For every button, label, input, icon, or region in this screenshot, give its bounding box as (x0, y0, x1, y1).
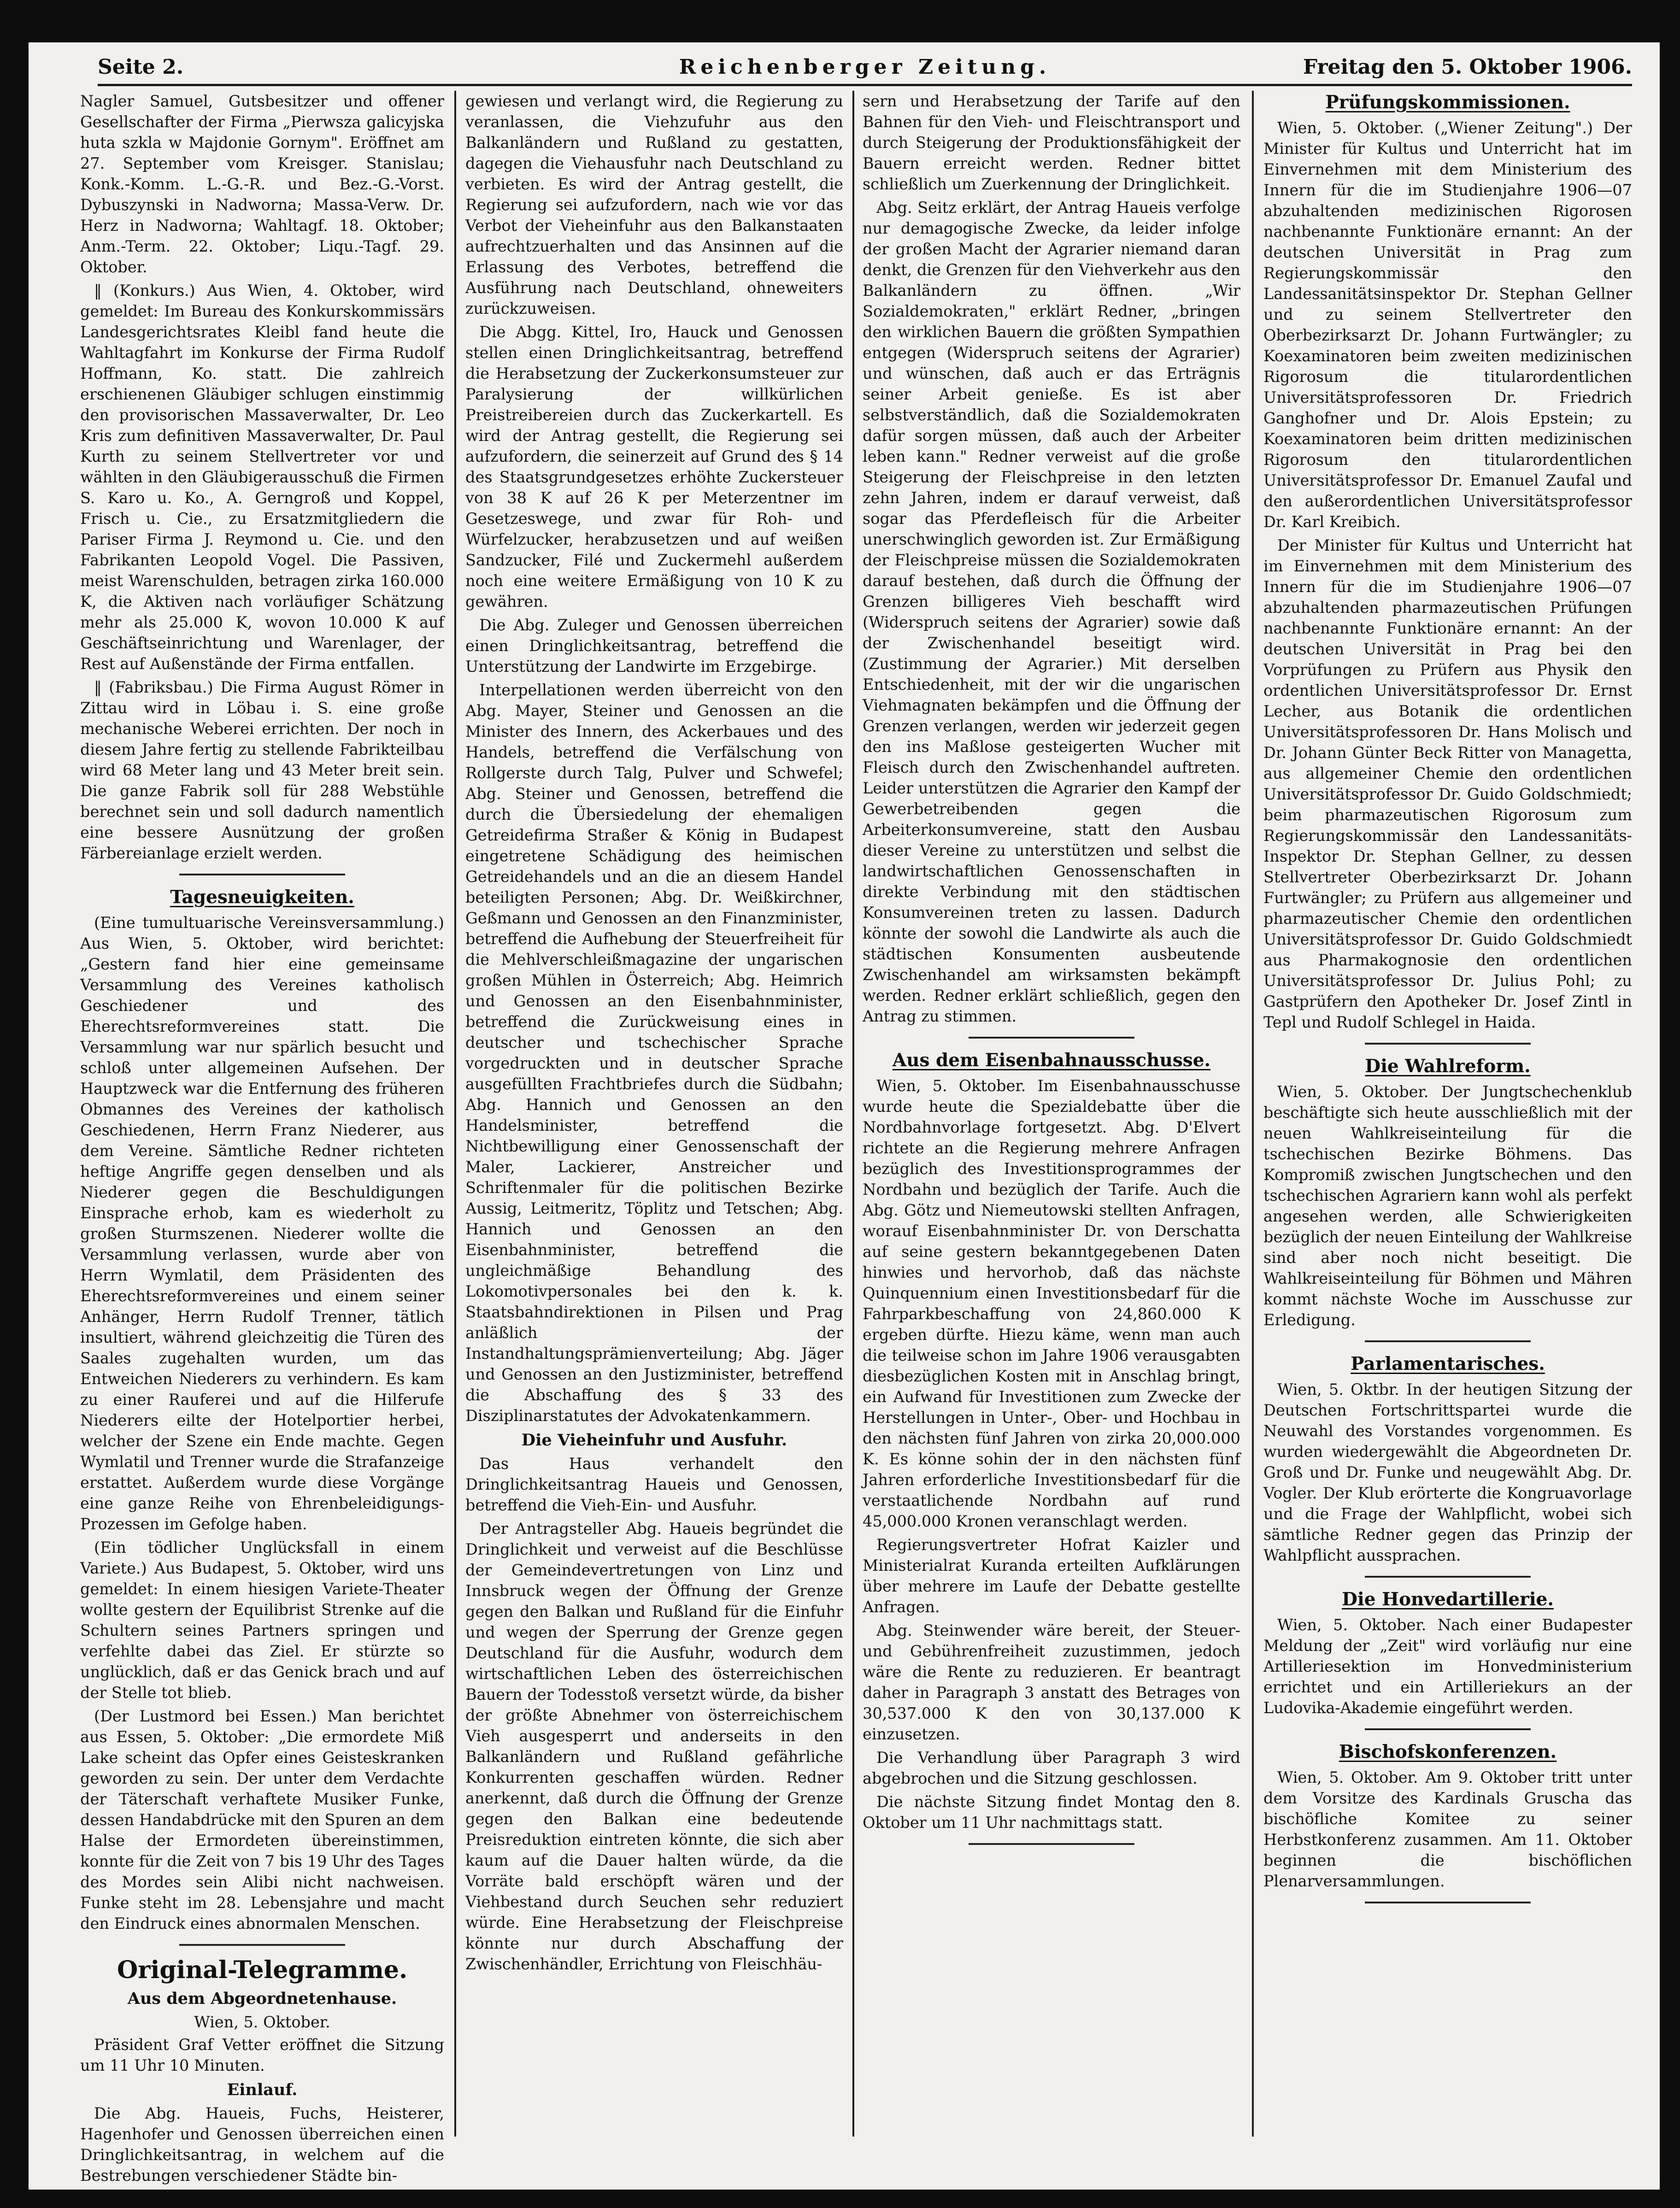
haueis-continued: sern und Herabsetzung der Tarife auf den Bahnen für den Vieh- und Fleischtransport und durch Steigerung der Produktionsfähigkeit der Bauern erreicht werden. Redner bittet schließlich um Zuerkennung der Dringlichkeit. (863, 92, 1240, 193)
article-medizinische-rigorosen: Wien, 5. Oktober. („Wiener Zeitung".) Der Minister für Kultus und Unterricht hat im Einvernehmen mit dem Ministerium des Innern für die im Studienjahre 1906—07 abzuhaltenden medizinischen Rigorosen nachbenannte Funktionäre ernannt: An der deutschen Universität in Prag zum Regierungskommissär den Landessanitätsinspektor Dr. Stephan Gellner und zu seinem Stellvertreter den Oberbezirksarzt Dr. Johann Furtwängler; zu Koexaminatoren beim zweiten medizinischen Rigorosum die titularordentlichen Universitätsprofessoren Dr. Friedrich Ganghofner und Dr. Alois Epstein; zu Koexaminatoren beim dritten medizinischen Rigorosum den titularordentlichen Universitätsprofessor Dr. Emanuel Zaufal und den außerordentlichen Universitätsprofessor Dr. Karl Kreibich. (1263, 119, 1632, 531)
subheading-vieheinfuhr: Die Vieheinfuhr und Ausfuhr. (521, 1431, 787, 1450)
section-heading-honvedartillerie: Die Honvedartillerie. (1342, 1589, 1554, 1610)
column-2 (465, 91, 843, 2137)
article-variete: (Ein tödlicher Unglücksfall in einem Variete.) Aus Budapest, 5. Oktober, wird uns gemeldet: In einem hiesigen Variete-Theater wollte gestern der Equilibrist Strenke auf die Schultern seines Partners springen und verfehlte dabei das Ziel. Er stürzte so unglücklich, daß er das Genick brach und auf der Stelle tot blieb. (80, 1539, 444, 1702)
divider (1365, 1043, 1531, 1045)
article-wahlreform: Wien, 5. Oktober. Der Jungtschechenklub beschäftigte sich heute ausschließlich mit der neuen Wahlkreiseinteilung für die tschechischen Bezirke Böhmens. Das Kompromiß zwischen Jungtschechen und den tschechischen Agrariern kann wohl als perfekt angesehen werden, alle Schwierigkeiten bezüglich der neuen Einteilung der Wahlkreise sind aber noch nicht beseitigt. Die Wahlkreiseinteilung für Böhmen und Mähren kommt nächste Woche im Ausschusse zur Erledigung. (1263, 1083, 1632, 1329)
article-erzgebirge: Die Abg. Zuleger und Genossen überreichen einen Dringlichkeitsantrag, betreffend die Unterstützung der Landwirte im Erzgebirge. (465, 616, 843, 675)
article-haueis: Der Antragsteller Abg. Haueis begründet die Dringlichkeit und verweist auf die Beschlüsse der Gemeindevertretungen von Linz und Innsbruck wegen der Öffnung der Grenze gegen den Balkan und Rußland für die Einfuhr und wegen der Sperrung der Grenze gegen Deutschland für die Ausfuhr, wodurch dem wirtschaftlichen Leben des österreichischen Bauern der Todesstoß versetzt würde, da bisher der größte Abnehmer von österreichischem Vieh ausgesperrt und anderseits in den Balkanländern und Rußland gefährliche Konkurrenten geschaffen würden. Redner anerkennt, daß durch die Öffnung der Grenze gegen den Balkan eine bedeutende Preisreduktion eintreten könnte, die sich aber kaum auf die Dauer halten würde, da die Vorräte bald erschöpft wären und der Viehbestand durch Seuchen sehr reduziert würde. Eine Herabsetzung der Fleischpreise könnte nur durch Abschaffung der Zwischenhändler, Errichtung von Fleischhäu- (465, 1520, 843, 1973)
subheading-abgeordnetenhaus: Aus dem Abgeordnetenhause. (127, 1989, 397, 2008)
newspaper-title: Reichenberger Zeitung. (679, 55, 1051, 79)
section-heading-eisenbahnausschuss: Aus dem Eisenbahnausschusse. (892, 1050, 1211, 1071)
article-pharmazeutische-pruefungen: Der Minister für Kultus und Unterricht hat im Einvernehmen mit dem Ministerium des Innern für die im Studienjahre 1906—07 abzuhaltenden pharmazeutischen Prüfungen nachbenannte Funktionäre ernannt: An der deutschen Universität in Prag bei den Vorprüfungen zu Prüfern aus Physik den ordentlichen Universitätsprofessor Dr. Ernst Lecher, aus Botanik die ordentlichen Universitätsprofessoren Dr. Hans Molisch und Dr. Johann Günter Beck Ritter von Managetta, aus allgemeiner Chemie den ordentlichen Universitätsprofessor Dr. Guido Goldschmiedt; beim pharmazeutischen Rigorosum zum Regierungskommissär den Landessanitäts-Inspektor Dr. Stephan Gellner, zu dessen Stellvertreter Oberbezirksarzt Dr. Johann Furtwängler; zu Prüfern aus allgemeiner und pharmazeutischer Chemie den ordentlichen Universitätsprofessor Dr. Guido Goldschmiedt aus Pharmakognosie den ordentlichen Universitätsprofessor Dr. Julius Pohl; zu Gastprüfern den Apotheker Dr. Josef Zintl in Tepl und Rudolf Schlegel in Haida. (1263, 536, 1632, 1031)
article-zuckersteuer: Die Abgg. Kittel, Iro, Hauck und Genossen stellen einen Dringlichkeitsantrag, betreffend die Herabsetzung der Zuckerkonsumsteuer zur Paralysierung der willkürlichen Preistreibereien durch das Zuckerkartell. Es wird der Antrag gestellt, die Regierung sei aufzufordern, die seinerzeit auf Grund des § 14 des Staatsgrundgesetzes erhöhte Zuckersteuer von 38 K auf 26 K per Meterzentner im Gesetzeswege, und zwar für Roh- und Würfelzucker, herabzusetzen und auf weißen Sandzucker, Filé und Zuckermehl außerdem noch eine weitere Ermäßigung von 10 K zu gewähren. (465, 323, 843, 611)
article-konkurs: ‖ (Konkurs.) Aus Wien, 4. Oktober, wird gemeldet: Im Bureau des Konkurskommissärs Landesgerichtsrates Kleibl fand heute die Wahltagfahrt im Konkurse der Firma Rudolf Hoffmann, Ko. statt. Die zahlreich erschienenen Gläubiger schlugen einstimmig den provisorischen Massaverwalter, Dr. Leo Kris zum definitiven Massaverwalter, Dr. Paul Kurth zu seinem Stellvertreter vor und wählten in den Gläubigerausschuß die Firmen S. Karo u. Ko., A. Gerngroß und Koppel, Frisch u. Cie., zu Ersatzmitgliedern die Pariser Firma J. Reymond u. Cie. und den Fabrikanten Leopold Vogel. Die Passiven, meist Warenschulden, betragen zirka 160.000 K, die Aktiven nach vorläufiger Schätzung mehr als 25.000 K, wovon 10.000 K auf Geschäftseinrichtung und Warenlager, der Rest auf Außenstände der Firma entfallen. (80, 282, 444, 673)
section-heading-parlamentarisches: Parlamentarisches. (1351, 1353, 1545, 1374)
issue-date: Freitag den 5. Oktober 1906. (1303, 55, 1632, 79)
divider (969, 1843, 1134, 1845)
divider (1365, 1576, 1531, 1578)
page-number: Seite 2. (98, 55, 184, 79)
section-heading-tagesneuigkeiten: Tagesneuigkeiten. (170, 887, 354, 908)
article-praesident: Präsident Graf Vetter eröffnet die Sitzung um 11 Uhr 10 Minuten. (80, 2036, 444, 2074)
column-rule-1 (454, 91, 456, 2137)
article-einlauf: Die Abg. Haueis, Fuchs, Heisterer, Hagenhofer und Genossen überreichen einen Dringlichkeitsantrag, in welchem auf die Bestrebungen verschiedener Städte bin- (80, 2104, 444, 2185)
column-4 (1263, 91, 1632, 2137)
article-vieh-antrag: Das Haus verhandelt den Dringlichkeitsantrag Haueis und Genossen, betreffend die Vieh-Ein- und Ausfuhr. (465, 1455, 843, 1514)
column-rule-3 (1252, 91, 1254, 2137)
section-heading-original-telegramme: Original-Telegramme. (117, 1956, 408, 1984)
divider (969, 1037, 1134, 1039)
dateline: Wien, 5. Oktober. (194, 2013, 330, 2031)
article-parlamentarisches: Wien, 5. Oktbr. In der heutigen Sitzung der Deutschen Fortschrittspartei wurde die Neuwahl des Vorstandes vorgenommen. Es wurden wiedergewählt die Abgeordneten Dr. Groß und Dr. Funke und neugewählt Abg. Dr. Vogler. Der Klub erörterte die Kongruavorlage und die Frage der Wahlpflicht, wobei sich sämtliche Redner gegen das Prinzip der Wahlpflicht aussprachen. (1263, 1380, 1632, 1564)
page-header (98, 52, 1632, 86)
newspaper-page (29, 42, 1660, 2190)
article-honvedartillerie: Wien, 5. Oktober. Nach einer Budapester Meldung der „Zeit" wird vorläufig nur eine Artilleriesektion im Honvedministerium errichtet und ein Artilleriekurs an der Ludovika-Akademie eingeführt werden. (1263, 1616, 1632, 1717)
article-regierungsvertreter: Regierungsvertreter Hofrat Kaizler und Ministerialrat Kuranda erteilten Aufklärungen über mehrere im Laufe der Debatte gestellte Anfragen. (863, 1536, 1240, 1616)
article-eisenbahnausschuss: Wien, 5. Oktober. Im Eisenbahnausschusse wurde heute die Spezialdebatte über die Nordbahnvorlage fortgesetzt. Abg. D'Elvert richtete an die Regierung mehrere Anfragen bezüglich des Investitionsprogrammes der Nordbahn und bezüglich der Tarife. Auch die Abg. Götz und Niemeutowski stellten Anfragen, worauf Eisenbahnminister Dr. von Derschatta auf seine gestern bekanntgegebenen Daten hinwies und hervorhob, daß das nächste Quinquennium einen Investitionsbedarf für die Fahrparkbeschaffung von 24,860.000 K ergeben dürfte. Hiezu käme, wenn man auch die teilweise schon im Jahre 1906 verausgabten diesbezüglichen Kosten mit in Anschlag bringt, ein Aufwand für Investitionen zum Zwecke der Herstellungen in Unter-, Ober- und Hochbau in den nächsten fünf Jahren von zirka 20,000.000 K. Es könne sohin der in den nächsten fünf Jahren erforderliche Investitionsbedarf für die verstaatlichende Nordbahn auf rund 45,000.000 Kronen veranschlagt werden. (863, 1077, 1240, 1530)
column-1 (80, 91, 444, 2185)
article-fabriksbau: ‖ (Fabriksbau.) Die Firma August Römer in Zittau wird in Löbau i. S. eine große mechanische Weberei errichten. Der noch in diesem Jahre fertig zu stellende Fabrikteilbau wird 68 Meter lang und 43 Meter breit sein. Die ganze Fabrik soll für 288 Webstühle berechnet sein und soll dadurch namentlich eine bessere Ausnützung der großen Färbereianlage erzielt werden. (80, 678, 444, 862)
divider (1365, 1340, 1531, 1342)
konkurs-continued: Nagler Samuel, Gutsbesitzer und offener Gesellschafter der Firma „Pierwsza galicyjska huta szkla w Majdonie Gornym". Eröffnet am 27. September vom Kreisger. Stanislau; Konk.-Komm. L.-G.-R. und Bez.-G.-Vorst. Dybuszynski in Nadworna; Massa-Verw. Dr. Herz in Nadworna; Wahltagf. 18. Oktober; Anm.-Term. 22. Oktober; Liqu.-Tagf. 29. Oktober. (80, 92, 444, 276)
article-interpellationen: Interpellationen werden überreicht von den Abg. Mayer, Steiner und Genossen an die Minister des Innern, des Ackerbaues und des Handels, betreffend die Verfälschung von Rollgerste durch Talg, Pulver und Schwefel; Abg. Steiner und Genossen, betreffend die durch die Übersiedelung der ehemaligen Getreidefirma Straßer & König in Budapest eingetretene Schädigung des heimischen Getreidehandels und an die an diesem Handel beteiligten Personen; Abg. Dr. Weißkirchner, Geßmann und Genossen an den Finanzminister, betreffend die Aufhebung der Steuerfreiheit für die Mehlverschleißmagazine der ungarischen großen Mühlen in Österreich; Abg. Heimrich und Genossen an den Eisenbahnminister, betreffend die Zurückweisung eines in deutscher und tschechischer Sprache vorgedruckten und in deutscher Sprache ausgefüllten Frachtbriefes durch die Südbahn; Abg. Hannich und Genossen an den Handelsminister, betreffend die Nichtbewilligung einer Genossenschaft der Maler, Lackierer, Anstreicher und Schriftenmaler für die politischen Bezirke Aussig, Leitmeritz, Töplitz und Tetschen; Abg. Hannich und Genossen an den Eisenbahnminister, betreffend die ungleichmäßige Behandlung des Lokomotivpersonales bei den k. k. Staatsbahndirektionen in Pilsen und Prag anläßlich der Instandhaltungsprämienverteilung; Abg. Jäger und Genossen an den Justizminister, betreffend die Abschaffung des § 33 des Disziplinarstatutes der Advokatenkammern. (465, 681, 843, 1425)
article-lustmord: (Der Lustmord bei Essen.) Man berichtet aus Essen, 5. Oktober: „Die ermordete Miß Lake scheint das Opfer eines Geisteskranken geworden zu sein. Der unter dem Verdachte der Täterschaft verhaftete Musiker Funke, dessen Handabdrücke mit den Spuren an dem Halse der Ermordeten übereinstimmen, konnte für die Zeit von 7 bis 19 Uhr des Tages des Mordes sein Alibi nicht nachweisen. Funke steht im 28. Lebensjahre und macht den Eindruck eines abnormalen Menschen. (80, 1707, 444, 1932)
article-seitz: Abg. Seitz erklärt, der Antrag Haueis verfolge nur demagogische Zwecke, da leider infolge der großen Macht der Agrarier niemand daran denkt, die Grenzen für den Viehverkehr aus den Balkanländern zu öffnen. „Wir Sozialdemokraten," erklärt Redner, „bringen den wirklichen Bauern die größten Sympathien entgegen (Widerspruch seitens der Agrarier) und wünschen, daß auch er das Erträgnis seiner Arbeit genieße. Es ist aber selbstverständlich, daß die Sozialdemokraten dafür sorgen müssen, daß auch der Arbeiter leben kann." Redner verweist auf die große Steigerung der Fleischpreise in den letzten zehn Jahren, indem er darauf verweist, daß sogar das Pferdefleisch für die Arbeiter unerschwinglich geworden ist. Zur Ermäßigung der Fleischpreise müssen die Sozialdemokraten darauf bestehen, daß durch die Öffnung der Grenzen billigeres Vieh beschafft wird (Widerspruch seitens der Agrarier) sowie daß der Zwischenhandel beseitigt wird. (Zustimmung der Agrarier.) Mit derselben Entschiedenheit, mit der wir die ungarischen Viehmagnaten bekämpfen und die Öffnung der Grenzen verlangen, werden wir jederzeit gegen den ins Maßlose gesteigerten Wucher mit Fleisch durch den Zwischenhandel auftreten. Leider unterstützen die Agrarier den Kampf der Gewerbetreibenden gegen die Arbeiterkonsumvereine, statt den Ausbau dieser Vereine zu unterstützen und selbst die landwirtschaftlichen Genossenschaften in direkte Verbindung mit den städtischen Konsumvereinen treten zu lassen. Dadurch könnte der sowohl die Landwirte als auch die städtischen Konsumenten ausbeutende Zwischenhandel am wirksamsten bekämpft werden. Redner erklärt schließlich, gegen den Antrag zu stimmen. (863, 199, 1240, 1025)
divider (179, 874, 345, 875)
divider (179, 1944, 345, 1946)
subheading-einlauf: Einlauf. (227, 2080, 298, 2099)
article-naechste-sitzung: Die nächste Sitzung findet Montag den 8. Oktober um 11 Uhr nachmittags statt. (863, 1793, 1240, 1832)
section-heading-pruefungskommissionen: Prüfungskommissionen. (1325, 92, 1570, 113)
divider (1365, 1728, 1531, 1730)
section-heading-bischofskonferenzen: Bischofskonferenzen. (1339, 1741, 1557, 1762)
article-verhandlung: Die Verhandlung über Paragraph 3 wird abgebrochen und die Sitzung geschlossen. (863, 1749, 1240, 1787)
column-rule-2 (852, 91, 854, 2137)
section-heading-wahlreform: Die Wahlreform. (1365, 1056, 1531, 1077)
einlauf-continued: gewiesen und verlangt wird, die Regierung zu veranlassen, die Viehzufuhr aus den Balkanländern und Rußland zu gestatten, dagegen die Viehausfuhr nach Deutschland zu verbieten. Es wird der Antrag gestellt, die Regierung sei aufzufordern, nach wie vor das Verbot der Vieheinfuhr aus den Balkanstaaten aufrechtzuerhalten und das Ansinnen auf die Erlassung des Verbotes, betreffend die Ausführung nach Deutschland, ohneweiters zurückzuweisen. (465, 92, 843, 317)
column-3 (863, 91, 1240, 2137)
article-steinwender: Abg. Steinwender wäre bereit, der Steuer- und Gebührenfreiheit zuzustimmen, jedoch wäre die Rente zu reduzieren. Er beantragt daher in Paragraph 3 anstatt des Betrages von 30,537.000 K den von 30,137.000 K einzusetzen. (863, 1621, 1240, 1743)
article-versammlung: (Eine tumultuarische Vereinsversammlung.) Aus Wien, 5. Oktober, wird berichtet: „Gestern fand hier eine gemeinsame Versammlung des Vereines katholisch Geschiedener und des Eherechtsreformvereines statt. Die Versammlung war nur spärlich besucht und schloß unter allgemeinen Aufsehen. Der Hauptzweck war die Entfernung des früheren Obmannes des Vereines der katholisch Geschiedenen, Herrn Franz Niederer, aus dem Vereine. Sämtliche Redner richteten heftige Angriffe gegen denselben und als Niederer gegen die Beschuldigungen Einsprache erhob, kam es wiederholt zu großen Sturmszenen. Niederer wollte die Versammlung verlassen, wurde aber von Herrn Wymlatil, dem Präsidenten des Eherechtsreformvereines und einem seiner Anhänger, Herrn Rudolf Trenner, tätlich insultiert, während gleichzeitig die Türen des Saales zugehalten wurden, um das Entweichen Niederers zu verhindern. Es kam zu einer Rauferei und auf die Hilferufe Niederers eilte der Hotelportier herbei, welcher der Szene ein Ende machte. Gegen Wymlatil und Trenner wurde die Strafanzeige erstattet. Außerdem wurde diese Vorgänge eine ganze Reihe von Ehrenbeleidigungs-Prozessen im Gefolge haben. (80, 914, 444, 1533)
article-bischofskonferenzen: Wien, 5. Oktober. Am 9. Oktober tritt unter dem Vorsitze des Kardinals Gruscha das bischöfliche Komitee zu seiner Herbstkonferenz zusammen. Am 11. Oktober beginnen die bischöflichen Plenarversammlungen. (1263, 1768, 1632, 1890)
divider (1365, 1902, 1531, 1903)
